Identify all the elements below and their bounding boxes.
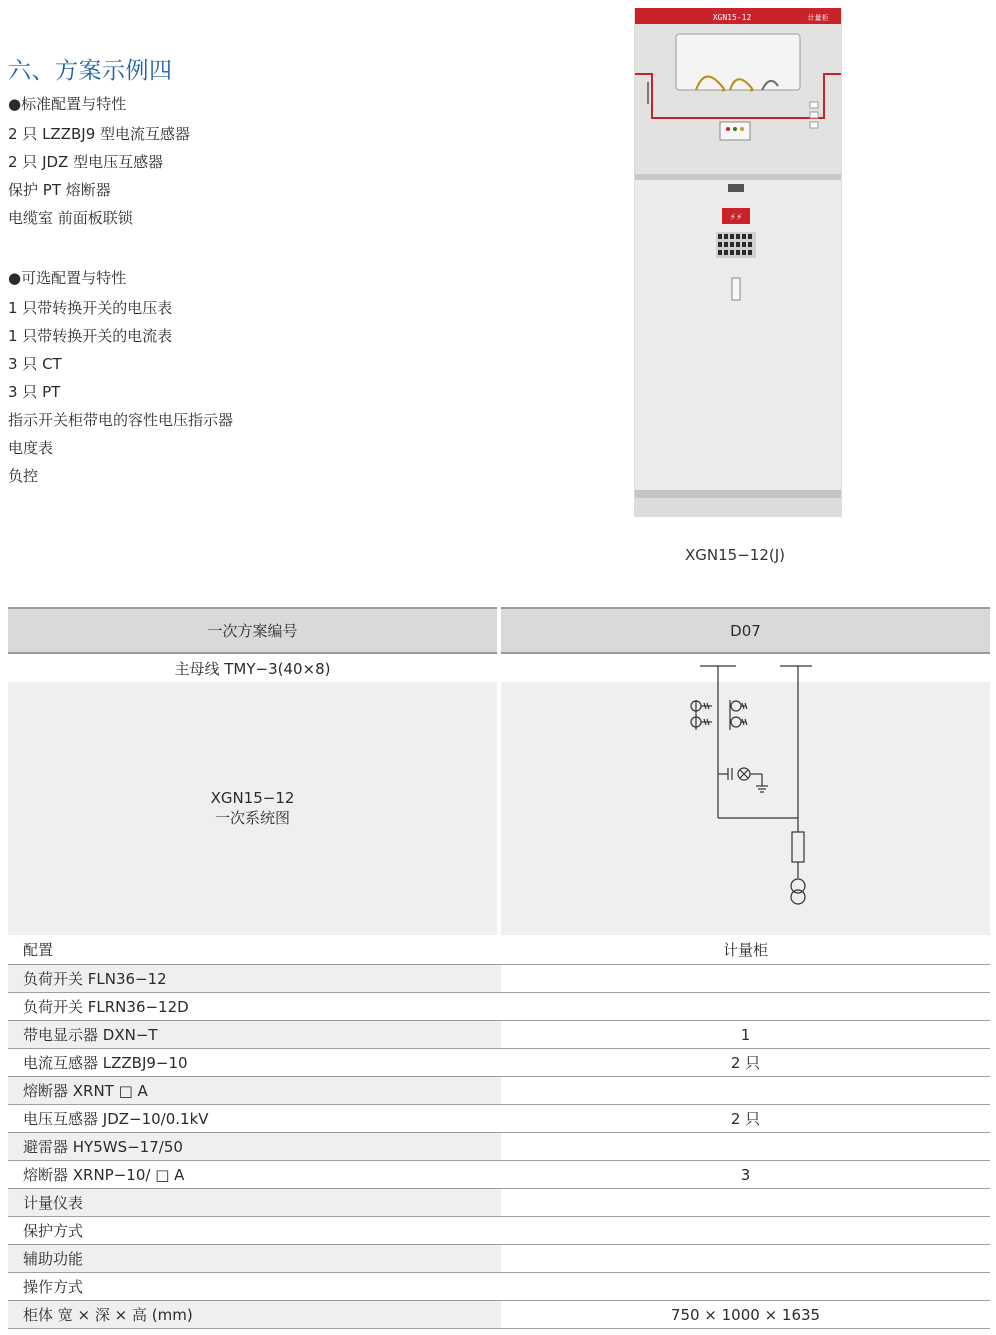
table-row xyxy=(8,1217,990,1245)
row-value: 3 xyxy=(740,1165,751,1184)
config-label: 配置 xyxy=(23,941,54,959)
row-value xyxy=(501,1217,990,1244)
photo-caption: XGN15−12(J) xyxy=(685,546,785,564)
optional-item: 3 只 CT xyxy=(8,355,62,373)
row-value: 1 xyxy=(501,1021,990,1048)
diagram-label-text: 一次系统图 xyxy=(214,809,290,827)
row-value xyxy=(501,1245,990,1272)
table-row xyxy=(8,1161,990,1189)
config-row xyxy=(8,935,990,965)
standard-item: 2 只 LZZBJ9 型电流互感器 xyxy=(8,125,191,143)
row-name: 带电显示器 DXN−T xyxy=(23,1026,158,1044)
table-row xyxy=(8,1133,990,1161)
table-row xyxy=(8,1021,990,1049)
diagram-label-model: XGN15−12 xyxy=(210,789,295,807)
cabinet-model-label: XGN15-12 xyxy=(712,13,752,22)
row-value: 2 只 xyxy=(730,1110,761,1128)
row-name: 电压互感器 JDZ−10/0.1kV xyxy=(23,1110,209,1128)
standard-item: 保护 PT 熔断器 xyxy=(8,181,111,199)
diagram-row xyxy=(8,682,990,935)
svg-text:⚡⚡: ⚡⚡ xyxy=(729,213,743,223)
cabinet-photo xyxy=(634,8,842,518)
table-row xyxy=(8,965,990,993)
fuse-icon xyxy=(792,832,804,862)
standard-item: 2 只 JDZ 型电压互感器 xyxy=(8,153,164,171)
row-name: 负荷开关 FLN36−12 xyxy=(23,970,167,988)
diagram-label-cell xyxy=(8,682,497,935)
header-scheme-code: D07 xyxy=(501,607,990,654)
optional-item: 3 只 PT xyxy=(8,383,61,401)
row-value xyxy=(501,1077,990,1104)
table-row xyxy=(8,1077,990,1105)
row-name: 柜体 宽 × 深 × 高 (mm) xyxy=(23,1306,193,1324)
optional-config-title: ●可选配置与特性 xyxy=(8,269,127,287)
optional-item: 1 只带转换开关的电压表 xyxy=(8,299,173,317)
row-value xyxy=(501,1189,990,1216)
config-value: 计量柜 xyxy=(722,941,768,959)
voltage-transformer-icon xyxy=(791,879,805,904)
row-name: 操作方式 xyxy=(23,1278,84,1296)
current-transformer-icon xyxy=(691,700,712,730)
optional-item: 1 只带转换开关的电流表 xyxy=(8,327,173,345)
table-row xyxy=(8,993,990,1021)
standard-config-title: ●标准配置与特性 xyxy=(8,95,127,113)
standard-item: 电缆室 前面板联锁 xyxy=(8,209,133,227)
single-line-diagram xyxy=(690,660,820,910)
table-row xyxy=(8,1301,990,1329)
header-scheme-number: 一次方案编号 xyxy=(8,607,497,654)
current-transformer-icon xyxy=(730,700,747,730)
table-row xyxy=(8,1245,990,1273)
row-value xyxy=(501,1133,990,1160)
row-name: 负荷开关 FLRN36−12D xyxy=(23,998,189,1016)
table-row xyxy=(8,1189,990,1217)
row-value xyxy=(501,993,990,1020)
table-row xyxy=(8,1273,990,1301)
table-row xyxy=(8,1049,990,1077)
row-name: 熔断器 XRNT □ A xyxy=(23,1082,148,1100)
optional-item: 电度表 xyxy=(8,439,54,457)
table-row xyxy=(8,1105,990,1133)
row-name: 电流互感器 LZZBJ9−10 xyxy=(23,1054,188,1072)
row-value: 750 × 1000 × 1635 xyxy=(501,1301,990,1328)
page-title: 六、方案示例四 xyxy=(8,58,173,84)
row-name: 避雷器 HY5WS−17/50 xyxy=(23,1138,183,1156)
live-indicator-icon xyxy=(718,768,768,792)
row-name: 保护方式 xyxy=(23,1222,84,1240)
row-value xyxy=(501,965,990,992)
row-value xyxy=(501,1273,990,1300)
busbar-row xyxy=(8,654,990,682)
cabinet-type-label: 计量柜 xyxy=(807,14,829,22)
row-name: 辅助功能 xyxy=(23,1250,84,1268)
busbar-label: 主母线 TMY−3(40×8) xyxy=(174,659,331,678)
row-name: 熔断器 XRNP−10/ □ A xyxy=(23,1166,185,1184)
optional-item: 指示开关柜带电的容性电压指示器 xyxy=(8,411,234,429)
row-name: 计量仪表 xyxy=(23,1194,84,1212)
row-value: 2 只 xyxy=(730,1054,761,1072)
table-header-row xyxy=(8,607,990,652)
optional-item: 负控 xyxy=(8,467,39,485)
cabinet-illustration xyxy=(634,8,842,518)
